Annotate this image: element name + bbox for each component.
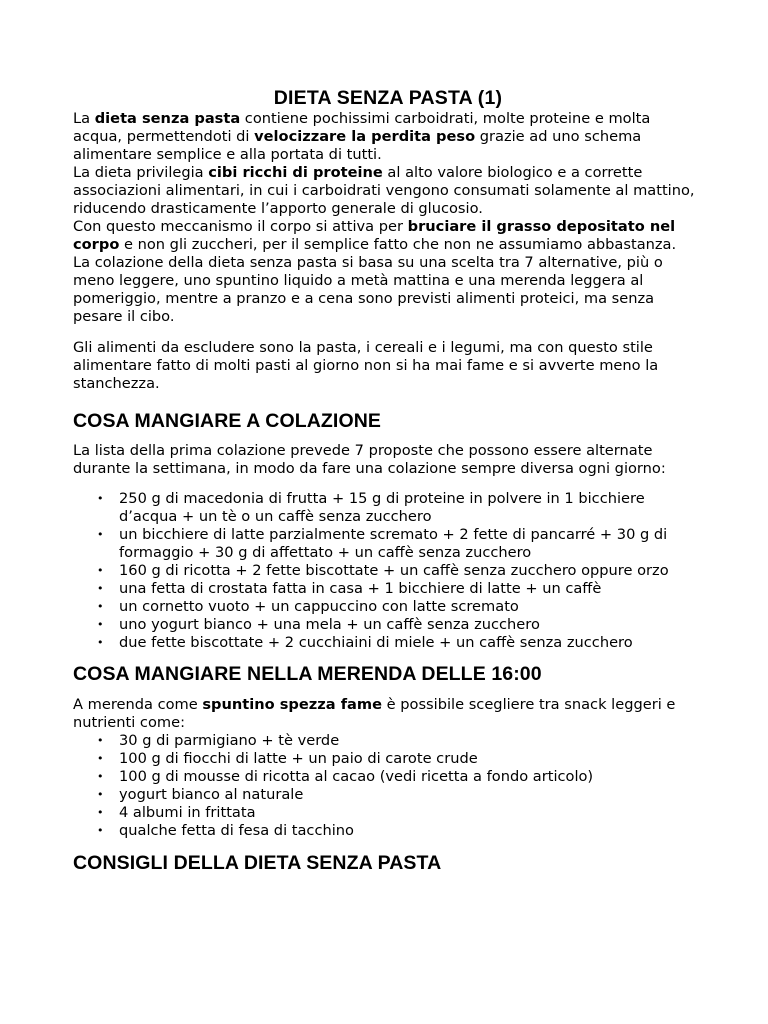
text-span: e non gli zuccheri, per il semplice fatto che non ne assumiamo abbastanza. <box>119 236 677 253</box>
merenda-list <box>73 732 703 840</box>
document-title: DIETA SENZA PASTA (1) <box>273 87 503 109</box>
intro-paragraph <box>73 110 703 164</box>
bullet-icon: • <box>97 564 104 577</box>
bullet-icon: • <box>97 600 104 613</box>
intro-paragraph <box>73 164 703 218</box>
bold-text: velocizzare la perdita peso <box>254 128 476 145</box>
list-item <box>73 526 703 562</box>
bullet-icon: • <box>97 770 104 783</box>
bullet-icon: • <box>97 528 104 541</box>
heading-merenda: COSA MANGIARE NELLA MERENDA DELLE 16:00 <box>73 663 542 685</box>
list-item <box>73 490 703 526</box>
list-item-text: 30 g di parmigiano + tè verde <box>119 732 340 749</box>
list-item-text: yogurt bianco al naturale <box>119 786 304 803</box>
list-item <box>73 562 703 580</box>
merenda-intro-start: A merenda come <box>73 696 203 713</box>
list-item-text: uno yogurt bianco + una mela + un caffè senza zucchero <box>119 616 540 633</box>
intro-section <box>73 110 703 326</box>
list-item-text: 4 albumi in frittata <box>119 804 256 821</box>
text-span: grazie ad uno schema alimentare semplice e alla portata di tutti. <box>73 128 642 163</box>
list-item-text: 160 g di ricotta + 2 fette biscottate + un caffè senza zucchero oppure orzo <box>119 562 669 579</box>
merenda-intro-bold: spuntino spezza fame <box>202 696 382 713</box>
text-span: La <box>73 110 95 127</box>
heading-consigli: CONSIGLI DELLA DIETA SENZA PASTA <box>73 852 442 874</box>
list-item-text: 250 g di macedonia di frutta + 15 g di proteine in polvere in 1 bicchiere d’acqua + un tè o un caffè senza zucchero <box>119 490 645 525</box>
bullet-icon: • <box>97 752 104 765</box>
bullet-icon: • <box>97 492 104 505</box>
list-item-text: 100 g di mousse di ricotta al cacao (vedi ricetta a fondo articolo) <box>119 768 594 785</box>
list-item-text: un bicchiere di latte parzialmente scremato + 2 fette di pancarré + 30 g di formaggio + 30 g di affettato + un caffè senza zucchero <box>119 526 668 561</box>
bold-text: bruciare il grasso depositato nel corpo <box>73 218 676 253</box>
list-item <box>73 634 703 652</box>
bullet-icon: • <box>97 582 104 595</box>
bold-text: cibi ricchi di proteine <box>208 164 383 181</box>
list-item-text: un cornetto vuoto + un cappuccino con latte scremato <box>119 598 519 615</box>
list-item <box>73 768 703 786</box>
heading-colazione: COSA MANGIARE A COLAZIONE <box>73 410 381 432</box>
list-item <box>73 786 703 804</box>
bullet-icon: • <box>97 824 104 837</box>
list-item <box>73 750 703 768</box>
bullet-icon: • <box>97 618 104 631</box>
list-item-text: qualche fetta di fesa di tacchino <box>119 822 354 839</box>
list-item <box>73 598 703 616</box>
list-item <box>73 580 703 598</box>
text-span: contiene pochissimi carboidrati, molte proteine e molta acqua, permettendoti di <box>73 110 651 145</box>
bullet-icon: • <box>97 636 104 649</box>
list-item-text: due fette biscottate + 2 cucchiaini di miele + un caffè senza zucchero <box>119 634 633 651</box>
bold-text: dieta senza pasta <box>94 110 241 127</box>
merenda-intro-end: è possibile scegliere tra snack leggeri e nutrienti come: <box>73 696 676 731</box>
colazione-intro: La lista della prima colazione prevede 7 proposte che possono essere alternate durante la settimana, in modo da fare una colazione sempre diversa ogni giorno: <box>73 442 666 477</box>
text-span: Con questo meccanismo il corpo si attiva per <box>73 218 408 235</box>
exclusion-paragraph: Gli alimenti da escludere sono la pasta, i cereali e i legumi, ma con questo stile alimentare fatto di molti pasti al giorno non si ha mai fame e si avverte meno la stanchezza. <box>73 339 659 392</box>
intro-paragraph <box>73 218 703 254</box>
list-item <box>73 616 703 634</box>
list-item-text: 100 g di fiocchi di latte + un paio di carote crude <box>119 750 478 767</box>
merenda-intro <box>73 696 703 732</box>
list-item <box>73 732 703 750</box>
document-page <box>73 86 703 875</box>
intro-paragraph <box>73 254 703 326</box>
bullet-icon: • <box>97 806 104 819</box>
text-span: La colazione della dieta senza pasta si basa su una scelta tra 7 alternative, più o meno leggere, uno spuntino liquido a metà mattina e una merenda leggera al pomeriggio, mentre a pranzo e a cena sono previsti alimenti proteici, ma senza pesare il cibo. <box>73 254 663 325</box>
bullet-icon: • <box>97 788 104 801</box>
text-span: al alto valore biologico e a corrette associazioni alimentari, in cui i carboidrati vengono consumati solamente al mattino, riducendo drasticamente l’apporto generale di glucosio. <box>73 164 695 217</box>
colazione-list <box>73 490 703 652</box>
list-item <box>73 804 703 822</box>
list-item-text: una fetta di crostata fatta in casa + 1 bicchiere di latte + un caffè <box>119 580 602 597</box>
text-span: La dieta privilegia <box>73 164 209 181</box>
bullet-icon: • <box>97 734 104 747</box>
list-item <box>73 822 703 840</box>
